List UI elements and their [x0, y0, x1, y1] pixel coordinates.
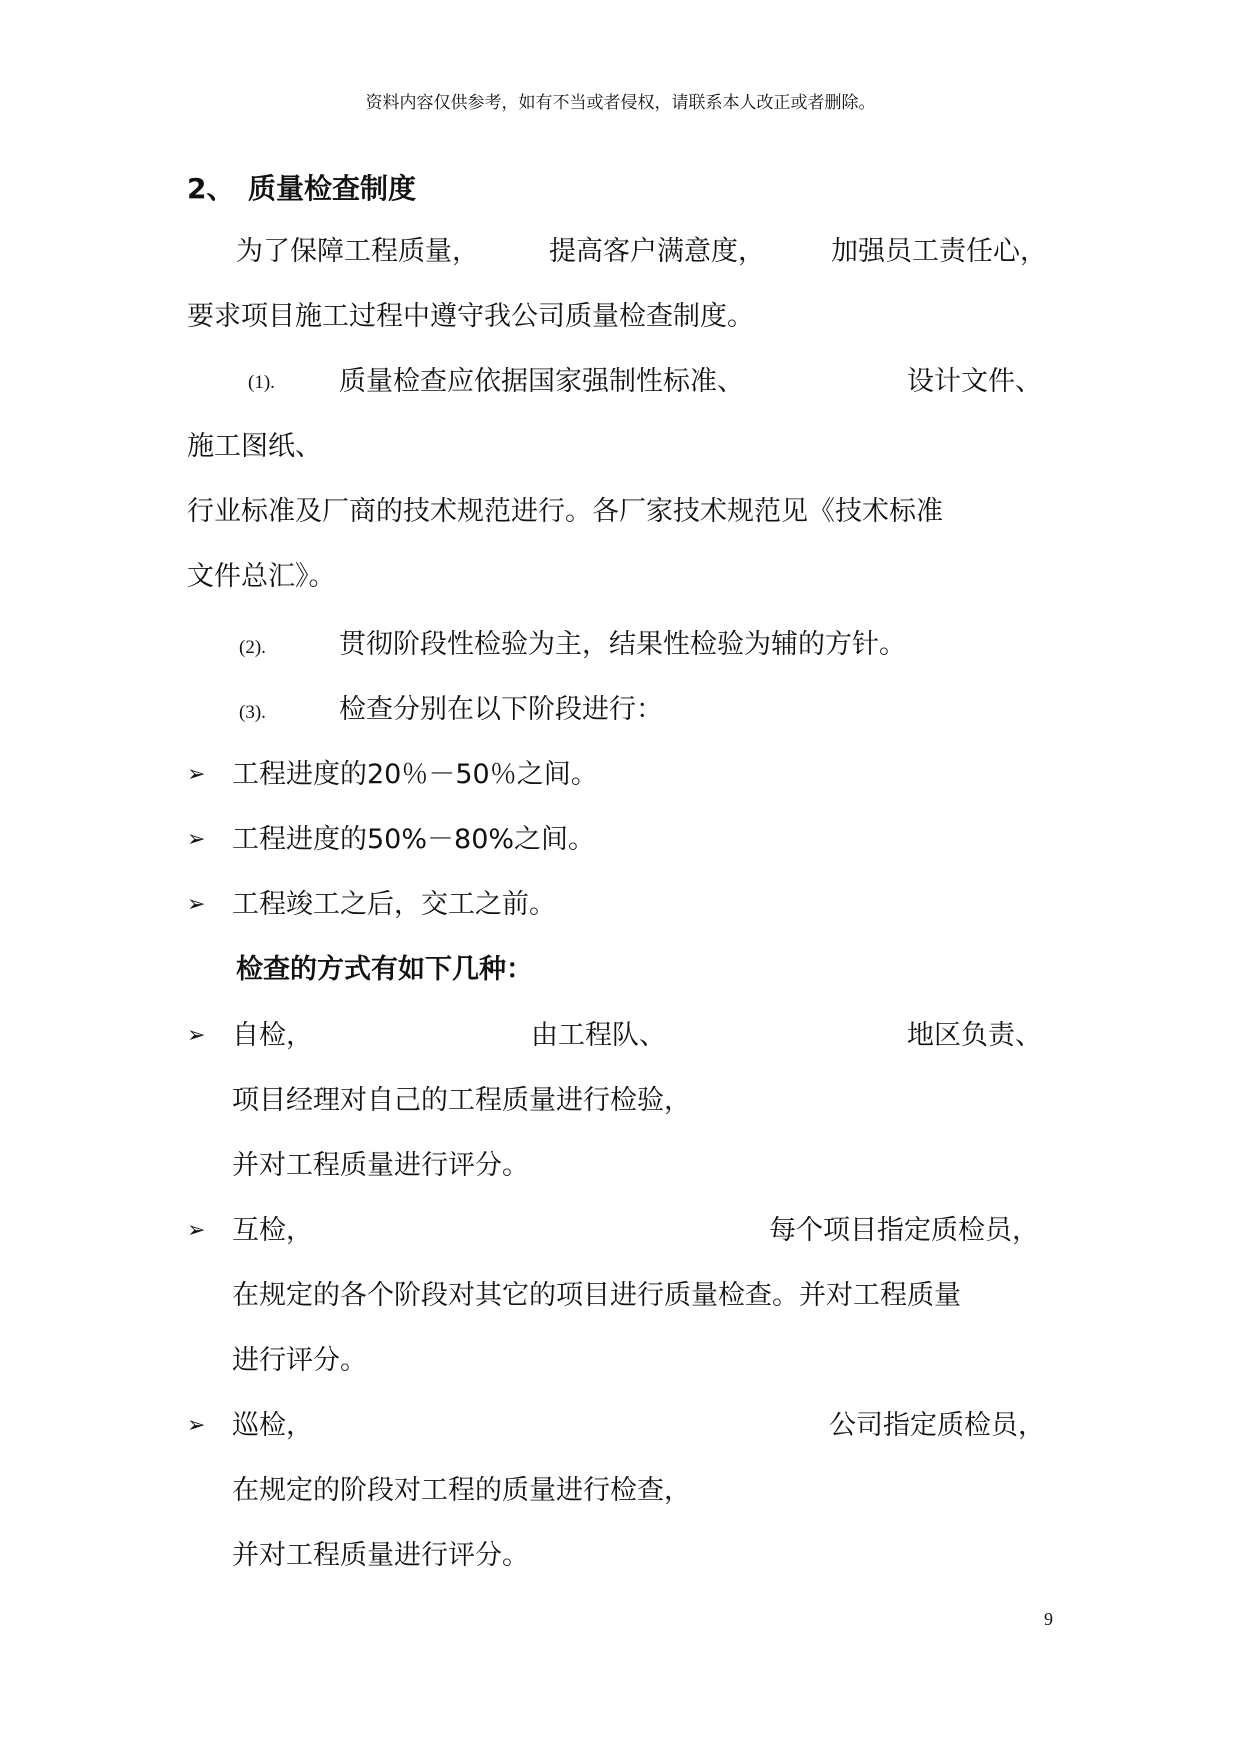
- method-3-right: 公司指定质检员，: [829, 1410, 1045, 1441]
- item-3-number: (3).: [239, 702, 266, 723]
- bullet-icon: ➢: [187, 827, 206, 852]
- method-2-line3: 进行评分。: [232, 1345, 367, 1376]
- method-1-line2: 项目经理对自己的工程质量进行检验，: [232, 1085, 691, 1116]
- bullet-icon: ➢: [187, 1413, 206, 1438]
- bullet-icon: ➢: [187, 892, 206, 917]
- item-1-line2: 施工图纸、: [187, 431, 322, 462]
- intro-line1-b: 提高客户满意度，: [549, 236, 765, 267]
- item-1-text-a: 质量检查应依据国家强制性标准、: [339, 366, 744, 397]
- page-number: 9: [1044, 1609, 1053, 1629]
- bullet-icon: ➢: [187, 1218, 206, 1243]
- item-1-line4: 文件总汇》。: [187, 561, 336, 592]
- method-3-head: 巡检，: [232, 1410, 313, 1441]
- item-1-line3: 行业标准及厂商的技术规范进行。各厂家技术规范见《技术标准: [187, 496, 943, 527]
- stage-3-text: 工程竣工之后，交工之前。: [232, 889, 556, 920]
- item-1-number: (1).: [248, 372, 275, 393]
- method-3-line2: 在规定的阶段对工程的质量进行检查，: [232, 1475, 691, 1506]
- item-2-text: 贯彻阶段性检验为主，结果性检验为辅的方针。: [339, 629, 906, 660]
- stage-1-text: 工程进度的20％－50％之间。: [232, 759, 598, 790]
- method-2-line2: 在规定的各个阶段对其它的项目进行质量检查。并对工程质量: [232, 1280, 961, 1311]
- bullet-icon: ➢: [187, 1023, 206, 1048]
- method-3-line3: 并对工程质量进行评分。: [232, 1540, 529, 1571]
- item-2-number: (2).: [239, 637, 266, 658]
- section-title: 质量检查制度: [248, 172, 417, 205]
- bullet-icon: ➢: [187, 762, 206, 787]
- method-2-head: 互检，: [232, 1215, 313, 1246]
- intro-line1-c: 加强员工责任心，: [831, 236, 1047, 267]
- method-1-mid: 由工程队、: [531, 1020, 666, 1051]
- item-1-text-b: 设计文件、: [907, 366, 1042, 397]
- stage-2-text: 工程进度的50%－80%之间。: [232, 824, 596, 855]
- method-1-line3: 并对工程质量进行评分。: [232, 1150, 529, 1181]
- item-3-text: 检查分别在以下阶段进行：: [339, 694, 663, 725]
- intro-line2: 要求项目施工过程中遵守我公司质量检查制度。: [187, 301, 754, 332]
- section-number: 2、: [187, 172, 235, 205]
- method-1-head: 自检，: [232, 1020, 313, 1051]
- header-disclaimer: 资料内容仅供参考，如有不当或者侵权，请联系本人改正或者删除。: [365, 93, 876, 113]
- methods-title: 检查的方式有如下几种：: [236, 954, 533, 985]
- intro-line1-a: 为了保障工程质量，: [236, 236, 479, 267]
- method-2-right: 每个项目指定质检员，: [769, 1215, 1039, 1246]
- method-1-right: 地区负责、: [907, 1020, 1042, 1051]
